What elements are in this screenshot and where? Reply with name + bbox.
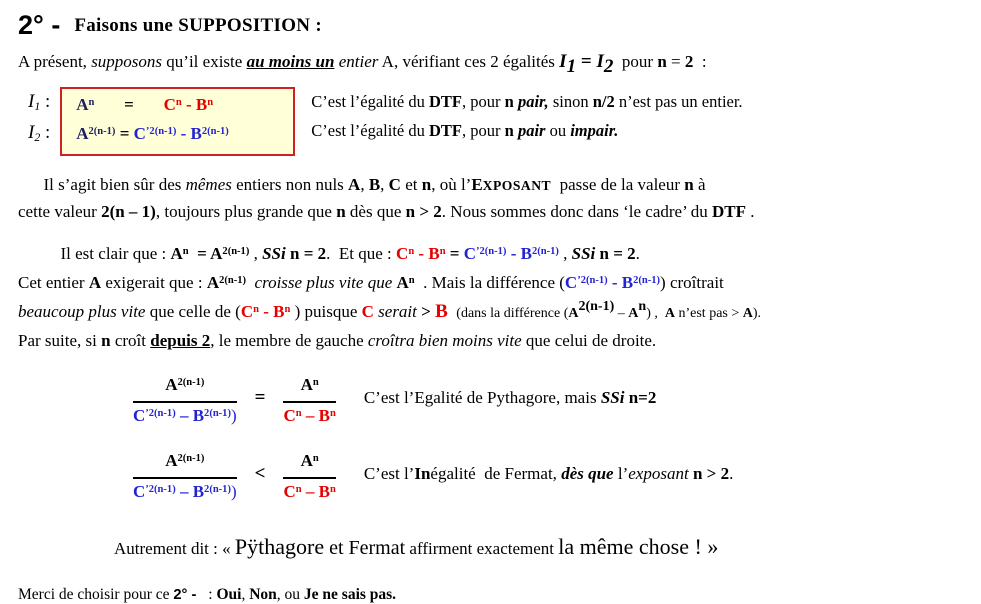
equation-box xyxy=(60,87,295,156)
fraction-denominator: $C^n - B^n$ xyxy=(283,406,336,425)
equation-box-section xyxy=(28,87,973,156)
fraction-denominator: $C^{’2(n-1)} - B^{2(n-1)}$) xyxy=(133,482,237,501)
fraction-right xyxy=(283,374,335,430)
equation-i1: $A^n$ = $C^n - B^n$ xyxy=(76,95,214,114)
fraction-denominator: $C^{’2(n-1)} - B^{2(n-1)}$) xyxy=(133,406,237,425)
paragraph-line: Par suite, si n croît depuis 2, le membre de gauche croîtra bien moins vite que celui de droite. xyxy=(18,331,657,350)
equation-comment-i1: C’est l’égalité du DTF, pour n pair, sinon n/2 n’est pas un entier. xyxy=(311,92,743,111)
equation-comment-i2: C’est l’égalité du DTF, pour n pair ou impair. xyxy=(311,121,619,140)
intro-paragraph: A présent, supposons qu’il existe au moins un entier A, vérifiant ces 2 égalités I1 = I2 pour n = 2 : xyxy=(18,51,707,77)
fraction-operator: < xyxy=(254,463,266,484)
fraction-numerator: $A^{2(n-1)}$ xyxy=(133,374,237,403)
fraction-caption: C’est l’Inégalité de Fermat, dès que l’exposant n > 2. xyxy=(363,464,734,483)
paragraph-growth-argument xyxy=(18,241,973,354)
paragraph-line: cette valeur 2(n – 1), toujours plus grande que n dès que n > 2. Nous sommes donc dans ‘le cadre’ du DTF . xyxy=(18,202,755,221)
fraction-equation-pythagore xyxy=(133,374,973,430)
paragraph-line: Il s’agit bien sûr des mêmes entiers non nuls A, B, C et n, où l’EXPOSANT passe de la valeur n à xyxy=(18,175,706,194)
paragraph-line: Il est clair que : $A^n = A^{2(n-1)}$ , SSi n = 2. Et que : $C^n - B^n = C^{’2(n-1)} - B^{2(n-1)}$ , SSi n = 2. xyxy=(18,244,640,263)
section-heading: Faisons une SUPPOSITION : xyxy=(74,14,323,36)
fraction-numerator: $A^{2(n-1)}$ xyxy=(133,450,237,479)
fraction-left xyxy=(133,450,237,506)
equation-i2: $A^{2(n-1)} = C^{’2(n-1)} - B^{2(n-1)}$ xyxy=(76,124,229,143)
fraction-operator: = xyxy=(254,387,266,408)
section-title xyxy=(18,10,973,41)
fraction-caption: C’est l’Egalité de Pythagore, mais SSi n=2 xyxy=(363,388,657,407)
equation-label-i1: I1 : xyxy=(28,91,51,113)
fraction-right xyxy=(283,450,335,506)
conclusion-statement: Autrement dit : « Pÿthagore et Fermat affirment exactement la même chose ! » xyxy=(114,534,719,559)
fraction-left xyxy=(133,374,237,430)
footer-choice-prompt: Merci de choisir pour ce 2° - : Oui, Non, ou Je ne sais pas. xyxy=(18,586,397,603)
fraction-numerator: $A^n$ xyxy=(283,450,335,479)
paragraph-line: beaucoup plus vite que celle de ($C^n - B^n$ ) puisque C serait > B (dans la différence $(A^{2(n-1)} - A^n)$ , A n’est pas > A). xyxy=(18,299,762,322)
fraction-denominator: $C^n - B^n$ xyxy=(283,482,336,501)
equation-label-i2: I2 : xyxy=(28,122,51,144)
equation-comments xyxy=(311,87,742,145)
fraction-equation-fermat xyxy=(133,450,973,506)
paragraph-line: Cet entier A exigerait que : $A^{2(n-1)}$ croisse plus vite que $A^n$ . Mais la différence $(C^{’2(n-1)} - B^{2(n-1)})$ croîtrait xyxy=(18,273,724,292)
section-number: 2° - xyxy=(18,10,61,40)
fraction-numerator: $A^n$ xyxy=(283,374,335,403)
paragraph-same-integers xyxy=(18,172,973,225)
equation-labels xyxy=(28,87,50,149)
